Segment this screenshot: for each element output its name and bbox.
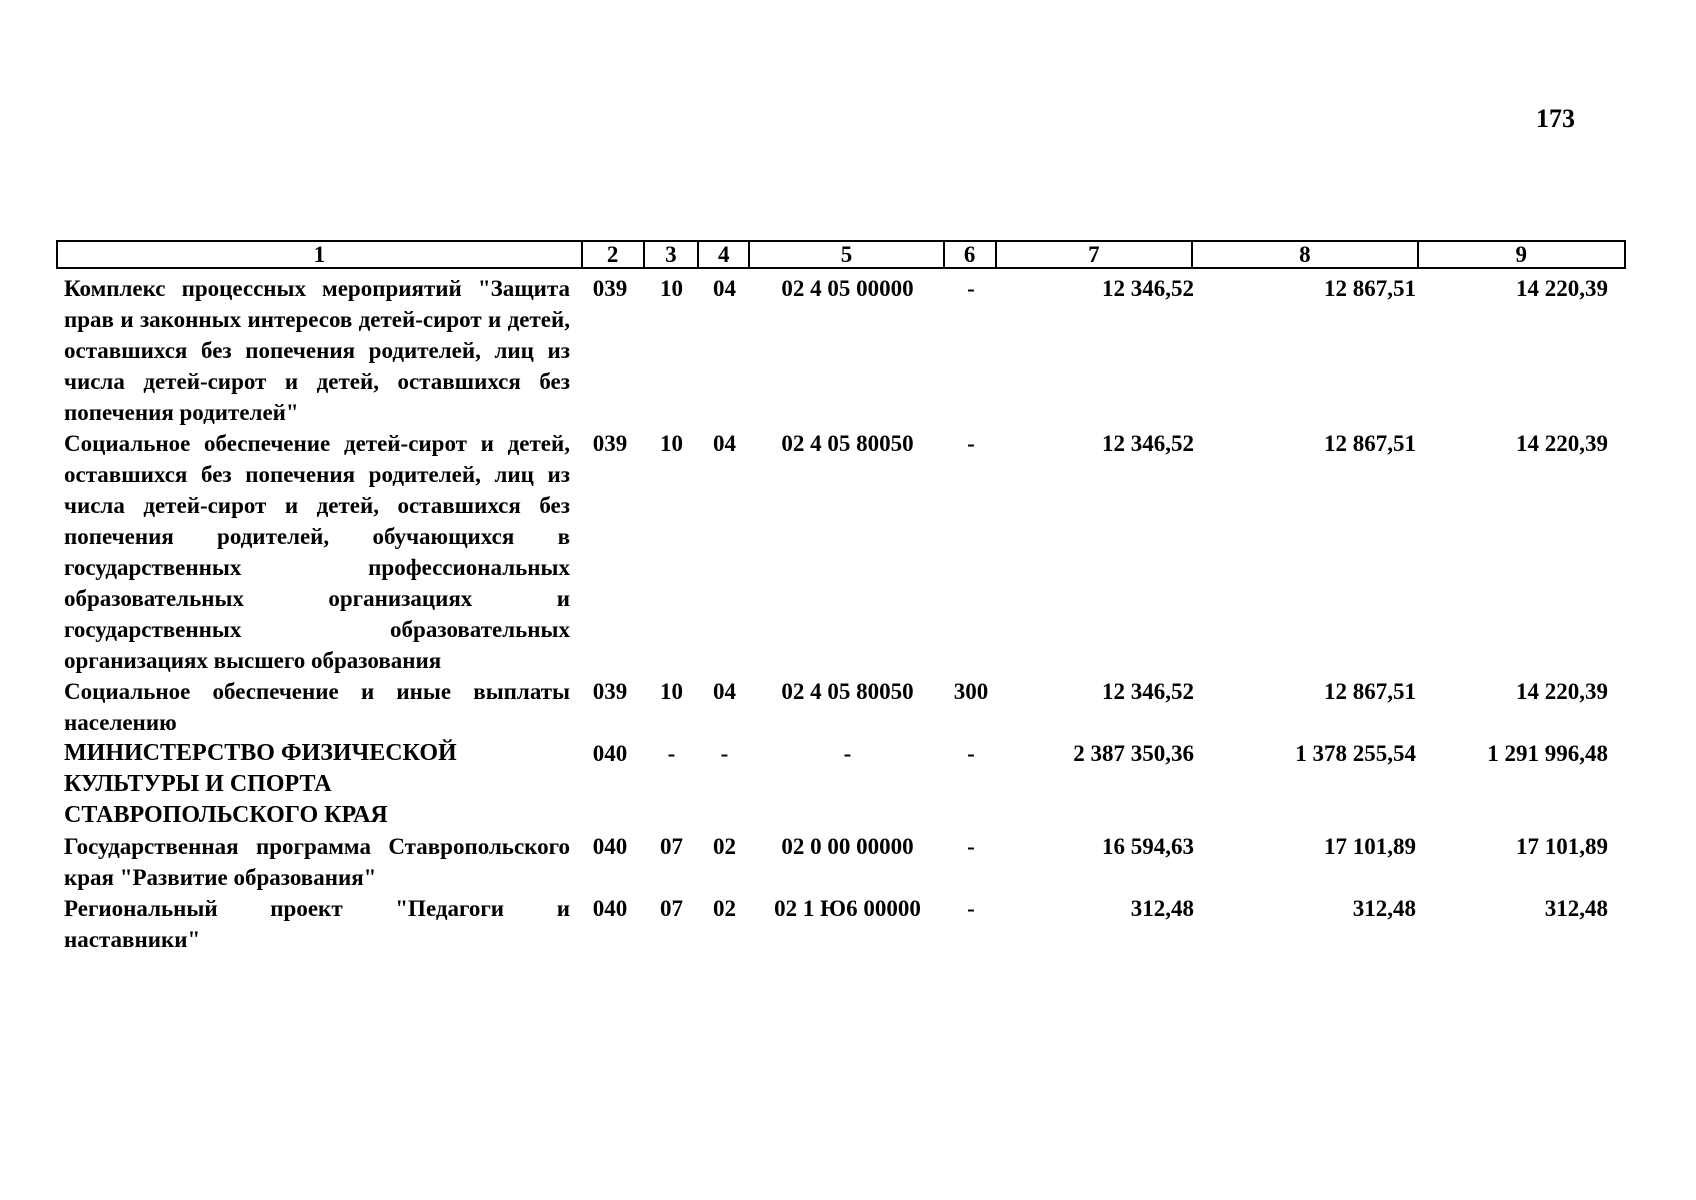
row-code-2: 040	[592, 834, 628, 859]
row-code-2: 039	[592, 679, 628, 704]
row-code-3: 10	[660, 431, 683, 456]
header-col-8: 8	[1193, 242, 1418, 267]
table-row	[56, 676, 1626, 738]
row-value-9: 312,48	[1544, 896, 1608, 921]
table-row	[56, 738, 1626, 831]
row-value-9: 14 220,39	[1516, 276, 1608, 301]
row-code-6: -	[967, 896, 975, 921]
row-value-9: 17 101,89	[1516, 834, 1608, 859]
row-code-3: 10	[660, 679, 683, 704]
row-code-3: -	[667, 741, 676, 766]
row-value-9: 14 220,39	[1516, 679, 1608, 704]
row-code-6: -	[967, 741, 975, 766]
header-col-1: 1	[58, 242, 583, 267]
row-value-7: 2 387 350,36	[1073, 741, 1194, 766]
header-col-9: 9	[1515, 242, 1528, 267]
row-value-8: 12 867,51	[1324, 679, 1416, 704]
row-name: Социальное обеспечение и иные выплаты населению	[64, 679, 570, 735]
row-code-6: -	[967, 431, 975, 456]
row-name: Социальное обеспечение детей-сирот и детей, оставшихся без попечения родителей, лиц из числа детей-сирот и детей, оставшихся без попечения родителей, обучающихся в государственных профессиональных образовательных организациях и государственных образовательных организациях высшего образования	[64, 431, 570, 673]
row-code-6: -	[967, 834, 975, 859]
row-value-7: 12 346,52	[1102, 679, 1194, 704]
table-body	[56, 273, 1626, 955]
row-code-2: 039	[592, 276, 628, 301]
header-col-7: 7	[997, 242, 1194, 267]
row-name: МИНИСТЕРСТВО ФИЗИЧЕСКОЙ КУЛЬТУРЫ И СПОРТА СТАВРОПОЛЬСКОГО КРАЯ	[64, 740, 457, 828]
row-value-8: 1 378 255,54	[1295, 741, 1416, 766]
header-col-2: 2	[583, 242, 645, 267]
row-value-9: 14 220,39	[1516, 431, 1608, 456]
table-row	[56, 428, 1626, 676]
table-row	[56, 893, 1626, 955]
row-value-7: 12 346,52	[1102, 276, 1194, 301]
row-code-4: 02	[713, 896, 736, 921]
row-code-5: 02 0 00 00000	[781, 834, 914, 859]
row-value-7: 12 346,52	[1102, 431, 1194, 456]
row-code-3: 07	[660, 834, 683, 859]
row-value-8: 17 101,89	[1324, 834, 1416, 859]
row-name: Государственная программа Ставропольского края "Развитие образования"	[64, 834, 570, 890]
row-code-4: -	[720, 741, 729, 766]
row-value-8: 312,48	[1352, 896, 1416, 921]
row-code-4: 04	[713, 431, 736, 456]
row-code-3: 10	[660, 276, 683, 301]
row-code-3: 07	[660, 896, 683, 921]
header-col-3: 3	[645, 242, 700, 267]
row-code-4: 04	[713, 276, 736, 301]
row-value-8: 12 867,51	[1324, 431, 1416, 456]
table-header	[56, 240, 1626, 269]
row-code-5: 02 1 Ю6 00000	[774, 896, 921, 921]
row-code-6: 300	[953, 679, 989, 704]
table-row	[56, 831, 1626, 893]
row-code-5: 02 4 05 00000	[781, 276, 914, 301]
row-code-4: 04	[713, 679, 736, 704]
row-name: Комплекс процессных мероприятий "Защита прав и законных интересов детей-сирот и детей, оставшихся без попечения родителей, лиц из числа детей-сирот и детей, оставшихся без попечения родителей"	[64, 276, 570, 425]
row-code-2: 040	[592, 741, 628, 766]
row-code-5: 02 4 05 80050	[781, 431, 914, 456]
row-code-5: -	[843, 741, 852, 766]
row-value-8: 12 867,51	[1324, 276, 1416, 301]
row-code-6: -	[967, 276, 975, 301]
row-value-7: 16 594,63	[1102, 834, 1194, 859]
row-code-5: 02 4 05 80050	[781, 679, 914, 704]
page-number: 173	[1536, 104, 1575, 133]
row-value-9: 1 291 996,48	[1487, 741, 1608, 766]
header-col-5: 5	[750, 242, 945, 267]
row-name: Региональный проект "Педагоги и наставники"	[64, 896, 570, 952]
row-value-7: 312,48	[1130, 896, 1194, 921]
header-col-4: 4	[699, 242, 750, 267]
row-code-4: 02	[713, 834, 736, 859]
header-col-6: 6	[945, 242, 997, 267]
row-code-2: 040	[592, 896, 628, 921]
table-row	[56, 273, 1626, 428]
row-code-2: 039	[592, 431, 628, 456]
